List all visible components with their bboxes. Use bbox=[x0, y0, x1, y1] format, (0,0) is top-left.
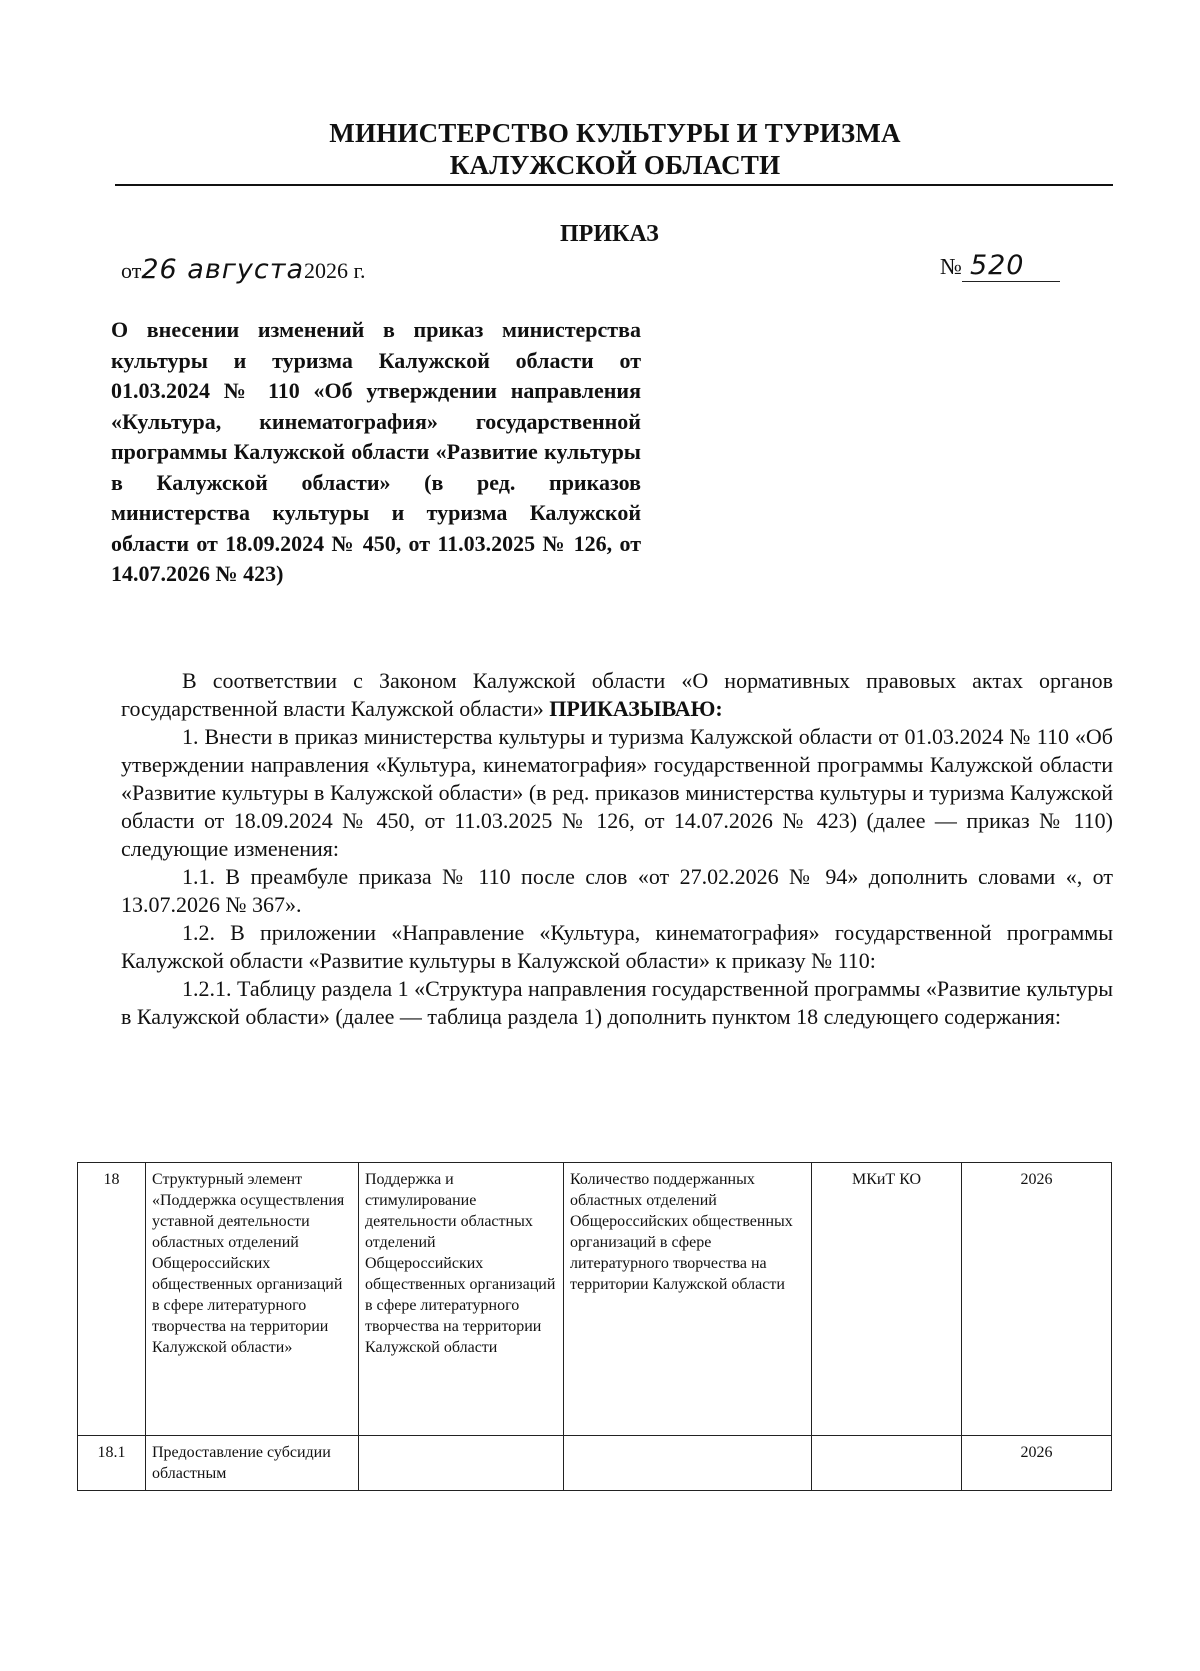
body-paragraph-1-1: 1.1. В преамбуле приказа № 110 после слов «от 27.02.2026 № 94» дополнить словами «, от 13.07.2026 № 367». bbox=[121, 864, 1113, 917]
year-cell: 2026 bbox=[962, 1436, 1112, 1491]
year-cell: 2026 bbox=[962, 1163, 1112, 1436]
body-paragraph-1: 1. Внести в приказ министерства культуры и туризма Калужской области от 01.03.2024 № 110 «Об утверждении направления «Культура, кинематография» государственной программы Калужской области «Развитие культуры в Калужской области» (в ред. приказов министерства культуры и туризма Калужской области от 18.09.2024 № 450, от 11.03.2025 № 126, от 14.07.2026 № 423) (далее — приказ № 110) следующие изменения: bbox=[121, 724, 1113, 861]
body-paragraph-preamble bbox=[121, 667, 1113, 723]
row-number-cell: 18 bbox=[78, 1163, 146, 1436]
row-number-cell: 18.1 bbox=[78, 1436, 146, 1491]
executor-cell: МКиТ КО bbox=[812, 1163, 962, 1436]
element-cell: Структурный элемент «Поддержка осуществления уставной деятельности областных отделений Общероссийских общественных организаций в сфере литературного творчества на территории Калужской области» bbox=[146, 1163, 359, 1436]
date-suffix: 2026 г. bbox=[304, 258, 366, 283]
order-number bbox=[940, 250, 1060, 282]
date-prefix: от bbox=[121, 258, 142, 283]
ministry-name-line1: МИНИСТЕРСТВО КУЛЬТУРЫ И ТУРИЗМА bbox=[329, 118, 901, 148]
table-row bbox=[78, 1163, 1112, 1436]
order-title: ПРИКАЗ bbox=[560, 221, 659, 247]
number-prefix: № bbox=[940, 254, 962, 279]
handwritten-number: 520 bbox=[962, 250, 1060, 282]
handwritten-date: 26 августа bbox=[141, 254, 305, 285]
order-subject: О внесении изменений в приказ министерства культуры и туризма Калужской области от 01.03.2024 № 110 «Об утверждении направления «Культура, кинематография» государственной программы Калужской области «Развитие культуры в Калужской области» (в ред. приказов министерства культуры и туризма Калужской области от 18.09.2024 № 450, от 11.03.2025 № 126, от 14.07.2026 № 423) bbox=[111, 317, 641, 586]
table-row bbox=[78, 1436, 1112, 1491]
task-cell bbox=[359, 1436, 564, 1491]
preamble-text: В соответствии с Законом Калужской области «О нормативных правовых актах органов государственной власти Калужской области» bbox=[121, 668, 1113, 721]
order-date bbox=[121, 254, 366, 285]
structure-table bbox=[77, 1162, 1112, 1491]
order-directive: ПРИКАЗЫВАЮ: bbox=[549, 696, 723, 721]
indicator-cell bbox=[564, 1436, 812, 1491]
order-body bbox=[121, 667, 1113, 1031]
header-divider bbox=[115, 184, 1113, 186]
executor-cell bbox=[812, 1436, 962, 1491]
ministry-name-line2: КАЛУЖСКОЙ ОБЛАСТИ bbox=[449, 150, 781, 180]
structure-table-wrap bbox=[77, 1162, 1111, 1491]
indicator-cell: Количество поддержанных областных отделений Общероссийских общественных организаций в сфере литературного творчества на территории Калужской области bbox=[564, 1163, 812, 1436]
body-paragraph-1-2: 1.2. В приложении «Направление «Культура, кинематография» государственной программы Калужской области «Развитие культуры в Калужской области» к приказу № 110: bbox=[121, 920, 1113, 973]
body-paragraph-1-2-1: 1.2.1. Таблицу раздела 1 «Структура направления государственной программы «Развитие культуры в Калужской области» (далее — таблица раздела 1) дополнить пунктом 18 следующего содержания: bbox=[121, 976, 1114, 1029]
task-cell: Поддержка и стимулирование деятельности областных отделений Общероссийских общественных организаций в сфере литературного творчества на территории Калужской области bbox=[359, 1163, 564, 1436]
element-cell: Предоставление субсидии областным bbox=[146, 1436, 359, 1491]
